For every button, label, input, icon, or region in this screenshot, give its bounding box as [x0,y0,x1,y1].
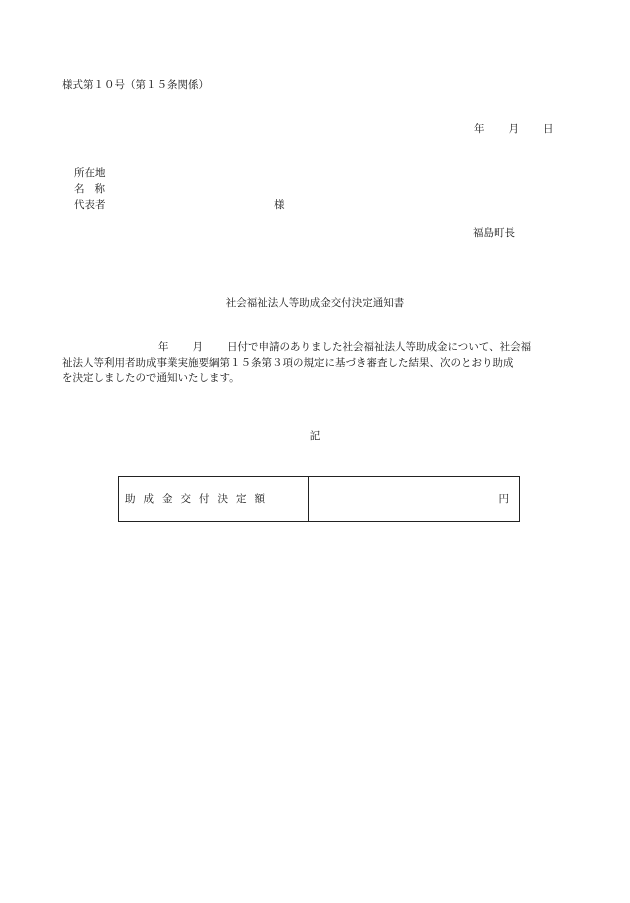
representative-label: 代表者 [74,199,106,211]
body-line-2: 祉法人等利用者助成事業実施要綱第１５条第３項の規定に基づき審査した結果、次のとおり助成 [62,356,514,369]
form-number: 様式第１０号（第１５条関係） [62,79,209,91]
grant-amount-table [118,476,520,522]
location-label: 所在地 [74,167,106,179]
name-label: 名称 [74,183,115,195]
addressee-location [74,168,114,179]
notice-body [62,340,572,387]
grant-amount-label: 助成金交付決定額 [119,477,309,521]
date-day-label: 日 [543,123,554,135]
body-line-3: を決定しましたので通知いたします。 [62,372,240,384]
body-month-label: 月 [192,341,203,353]
document-title: 社会福祉法人等助成金交付決定通知書 [225,297,405,309]
honorific: 様 [274,199,285,211]
body-line-1-text: 日付で申請のありました社会福祉法人等助成金について、社会福 [227,341,532,353]
addressee-representative [74,200,114,211]
ki-heading: 記 [309,430,321,442]
issue-date [474,124,554,135]
date-year-label: 年 [474,123,485,135]
sender-name: 福島町長 [473,227,515,239]
date-month-label: 月 [508,123,519,135]
addressee-name [74,184,114,195]
body-line-1 [62,340,572,356]
yen-unit: 円 [498,492,509,505]
grant-amount-value-cell [309,477,519,521]
body-year-label: 年 [158,341,169,353]
